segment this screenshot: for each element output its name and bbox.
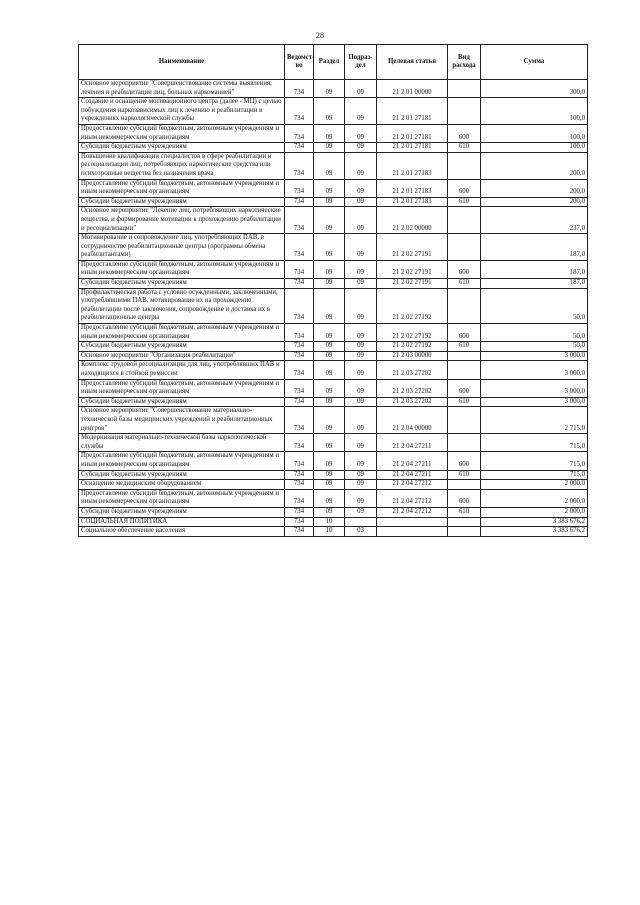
cell-sum: 3 000,0 (481, 379, 588, 397)
cell-exp-type (448, 434, 481, 452)
cell-target: 21 2 03 27202 (377, 361, 448, 379)
cell-dept: 734 (285, 207, 314, 234)
cell-exp-type: 610 (448, 397, 481, 407)
cell-name: Предоставление субсидий бюджетным, автономным учреждениям и иным некоммерческим организациям (79, 324, 285, 342)
cell-target: 21 2 04 00000 (377, 407, 448, 434)
table-row (79, 342, 588, 352)
cell-exp-type: 600 (448, 324, 481, 342)
cell-target: 21 2 01 27181 (377, 98, 448, 125)
cell-subsection: 09 (345, 279, 377, 289)
cell-dept: 734 (285, 407, 314, 434)
table-row (79, 260, 588, 278)
cell-section: 09 (314, 324, 345, 342)
cell-name: Субсидии бюджетным учреждениям (79, 143, 285, 153)
cell-section: 09 (314, 207, 345, 234)
table-row (79, 351, 588, 361)
cell-subsection: 09 (345, 288, 377, 323)
cell-sum: 715,0 (481, 434, 588, 452)
cell-section: 09 (314, 260, 345, 278)
cell-exp-type: 600 (448, 379, 481, 397)
cell-target: 21 2 02 27191 (377, 279, 448, 289)
cell-exp-type: 600 (448, 452, 481, 470)
cell-section: 09 (314, 143, 345, 153)
cell-target (377, 517, 448, 527)
cell-name: Профилактическая работа с условно осужденными, заключенными, употреблявшими ПАВ, мотивирование их на прохождение реабилитации после заключения, сопровождение и доставка их в реабилитационные центры (79, 288, 285, 323)
cell-subsection: 09 (345, 207, 377, 234)
table-row (79, 143, 588, 153)
cell-exp-type: 600 (448, 124, 481, 142)
cell-sum: 3 383 676,2 (481, 527, 588, 537)
cell-target: 21 2 02 27192 (377, 324, 448, 342)
cell-dept: 734 (285, 342, 314, 352)
cell-subsection: 09 (345, 397, 377, 407)
cell-target: 21 2 01 00000 (377, 80, 448, 98)
cell-target: 21 2 04 27211 (377, 470, 448, 480)
cell-section: 10 (314, 527, 345, 537)
cell-exp-type: 600 (448, 489, 481, 507)
cell-name: Оснащение медицинским оборудованием (79, 480, 285, 490)
cell-subsection: 09 (345, 234, 377, 261)
table-row (79, 407, 588, 434)
cell-dept: 734 (285, 351, 314, 361)
cell-target: 21 2 01 27181 (377, 143, 448, 153)
cell-exp-type: 610 (448, 197, 481, 207)
cell-target (377, 527, 448, 537)
cell-dept: 734 (285, 179, 314, 197)
table-row (79, 489, 588, 507)
cell-dept: 734 (285, 361, 314, 379)
cell-name: Предоставление субсидий бюджетным, автономным учреждениям и иным некоммерческим организациям (79, 260, 285, 278)
cell-subsection: 09 (345, 124, 377, 142)
cell-sum: 2 000,0 (481, 489, 588, 507)
cell-target: 21 2 02 00000 (377, 207, 448, 234)
table-row (79, 207, 588, 234)
cell-exp-type (448, 80, 481, 98)
table-row (79, 507, 588, 517)
table-row (79, 124, 588, 142)
table-row (79, 397, 588, 407)
budget-table (78, 44, 588, 537)
cell-dept: 734 (285, 397, 314, 407)
cell-sum: 2 000,0 (481, 507, 588, 517)
header-dept: Ведомст-во (285, 45, 314, 80)
cell-subsection: 09 (345, 260, 377, 278)
cell-sum: 3 000,0 (481, 361, 588, 379)
cell-name: Повышение квалификации специалистов в сфере реабилитации и ресоциализации лиц, потребляющих наркотические средства или психотропные вещества без назначения врача (79, 152, 285, 179)
cell-sum: 200,0 (481, 179, 588, 197)
cell-exp-type (448, 234, 481, 261)
cell-section: 10 (314, 517, 345, 527)
cell-exp-type (448, 361, 481, 379)
cell-dept: 734 (285, 480, 314, 490)
cell-name: Субсидии бюджетным учреждениям (79, 507, 285, 517)
cell-exp-type: 610 (448, 342, 481, 352)
cell-name: Социальное обеспечение населения (79, 527, 285, 537)
table-row (79, 434, 588, 452)
cell-dept: 734 (285, 489, 314, 507)
cell-subsection: 09 (345, 507, 377, 517)
header-subsection: Подраз-дел (345, 45, 377, 80)
table-row (79, 98, 588, 125)
cell-sum: 3 383 676,2 (481, 517, 588, 527)
header-section: Раздел (314, 45, 345, 80)
cell-exp-type: 610 (448, 279, 481, 289)
cell-target: 21 2 01 27181 (377, 124, 448, 142)
cell-target: 21 2 04 27211 (377, 452, 448, 470)
cell-target: 21 2 03 27202 (377, 397, 448, 407)
table-row (79, 527, 588, 537)
cell-exp-type (448, 480, 481, 490)
table-row (79, 480, 588, 490)
cell-dept: 734 (285, 507, 314, 517)
cell-name: Субсидии бюджетным учреждениям (79, 397, 285, 407)
cell-section: 09 (314, 288, 345, 323)
cell-name: Мотивирование и сопровождение лиц, употребляющих ПАВ, в сотрудничестве реабилитационные центры (программы обмена реабилитантами) (79, 234, 285, 261)
cell-name: Предоставление субсидий бюджетным, автономным учреждениям и иным некоммерческим организациям (79, 489, 285, 507)
table-row (79, 379, 588, 397)
cell-dept: 734 (285, 124, 314, 142)
cell-dept: 734 (285, 434, 314, 452)
cell-section: 09 (314, 452, 345, 470)
cell-exp-type: 610 (448, 143, 481, 153)
cell-sum: 200,0 (481, 197, 588, 207)
cell-subsection: 09 (345, 470, 377, 480)
cell-sum: 100,0 (481, 98, 588, 125)
cell-section: 09 (314, 489, 345, 507)
cell-sum: 300,0 (481, 80, 588, 98)
cell-section: 09 (314, 397, 345, 407)
cell-exp-type (448, 207, 481, 234)
cell-subsection: 09 (345, 197, 377, 207)
cell-section: 09 (314, 234, 345, 261)
table-row (79, 470, 588, 480)
cell-subsection: 09 (345, 98, 377, 125)
table-row (79, 179, 588, 197)
cell-target: 21 2 03 27202 (377, 379, 448, 397)
page-number: 28 (316, 31, 324, 40)
cell-subsection: 09 (345, 152, 377, 179)
cell-name: Субсидии бюджетным учреждениям (79, 279, 285, 289)
cell-dept: 734 (285, 279, 314, 289)
cell-exp-type (448, 407, 481, 434)
cell-name: Модернизация материально-технической базы наркологической службы (79, 434, 285, 452)
cell-dept: 734 (285, 197, 314, 207)
cell-exp-type: 610 (448, 470, 481, 480)
header-name: Наименование (79, 45, 285, 80)
cell-exp-type (448, 152, 481, 179)
cell-section: 09 (314, 98, 345, 125)
cell-subsection: 03 (345, 527, 377, 537)
cell-subsection: 09 (345, 179, 377, 197)
cell-subsection: 09 (345, 489, 377, 507)
cell-dept: 734 (285, 80, 314, 98)
cell-section: 09 (314, 470, 345, 480)
cell-dept: 734 (285, 288, 314, 323)
header-target: Целевая статья (377, 45, 448, 80)
cell-dept: 734 (285, 260, 314, 278)
cell-subsection: 09 (345, 324, 377, 342)
cell-section: 09 (314, 342, 345, 352)
cell-name: Субсидии бюджетным учреждениям (79, 470, 285, 480)
cell-sum: 200,0 (481, 152, 588, 179)
cell-dept: 734 (285, 452, 314, 470)
cell-subsection: 09 (345, 143, 377, 153)
cell-dept: 734 (285, 527, 314, 537)
cell-sum: 100,0 (481, 124, 588, 142)
cell-name: Основное мероприятие "Совершенствование системы выявления, лечения и реабилитации лиц, больных наркоманией" (79, 80, 285, 98)
cell-dept: 734 (285, 379, 314, 397)
cell-exp-type (448, 517, 481, 527)
table-row (79, 197, 588, 207)
cell-section: 09 (314, 152, 345, 179)
cell-name: Субсидии бюджетным учреждениям (79, 197, 285, 207)
cell-name: Предоставление субсидий бюджетным, автономным учреждениям и иным некоммерческим организациям (79, 379, 285, 397)
cell-dept: 734 (285, 143, 314, 153)
cell-exp-type (448, 527, 481, 537)
cell-dept: 734 (285, 234, 314, 261)
cell-subsection: 09 (345, 407, 377, 434)
cell-section: 09 (314, 279, 345, 289)
cell-section: 09 (314, 379, 345, 397)
cell-sum: 50,0 (481, 288, 588, 323)
cell-dept: 734 (285, 98, 314, 125)
cell-section: 09 (314, 361, 345, 379)
table-row (79, 452, 588, 470)
cell-section: 09 (314, 434, 345, 452)
cell-section: 09 (314, 197, 345, 207)
cell-exp-type (448, 288, 481, 323)
cell-section: 09 (314, 80, 345, 98)
cell-section: 09 (314, 407, 345, 434)
cell-target: 21 2 01 27183 (377, 179, 448, 197)
cell-sum: 715,0 (481, 470, 588, 480)
cell-section: 09 (314, 351, 345, 361)
cell-target: 21 2 04 27212 (377, 507, 448, 517)
cell-target: 21 2 02 27192 (377, 288, 448, 323)
cell-target: 21 2 01 27183 (377, 152, 448, 179)
table-row (79, 324, 588, 342)
cell-name: Комплекс трудовой ресоциализации для лиц, употреблявших ПАВ и находящихся в стойкой ремиссии (79, 361, 285, 379)
cell-target: 21 2 02 27191 (377, 234, 448, 261)
cell-sum: 2 715,0 (481, 407, 588, 434)
table-row (79, 152, 588, 179)
cell-exp-type (448, 351, 481, 361)
cell-subsection: 09 (345, 379, 377, 397)
cell-sum: 50,0 (481, 342, 588, 352)
cell-sum: 187,0 (481, 260, 588, 278)
cell-dept: 734 (285, 470, 314, 480)
cell-name: Основное мероприятие "Совершенствование материально-технической базы медицинских учреждений и реабилитационных центров" (79, 407, 285, 434)
cell-sum: 2 000,0 (481, 480, 588, 490)
cell-sum: 3 000,0 (481, 397, 588, 407)
cell-subsection: 09 (345, 342, 377, 352)
cell-target: 21 2 01 27183 (377, 197, 448, 207)
table-row (79, 80, 588, 98)
cell-name: Субсидии бюджетным учреждениям (79, 342, 285, 352)
table-row (79, 361, 588, 379)
cell-name: Создание и оснащение мотивационного центра (далее - МЦ) с целью побуждения наркозависимых лиц к лечению и реабилитации в учреждениях наркологической службы (79, 98, 285, 125)
cell-dept: 734 (285, 152, 314, 179)
cell-subsection: 09 (345, 361, 377, 379)
table-row (79, 517, 588, 527)
cell-subsection (345, 517, 377, 527)
cell-exp-type: 610 (448, 507, 481, 517)
table-row (79, 288, 588, 323)
cell-target: 21 2 04 27211 (377, 434, 448, 452)
cell-section: 09 (314, 507, 345, 517)
cell-name: Предоставление субсидий бюджетным, автономным учреждениям и иным некоммерческим организациям (79, 452, 285, 470)
cell-name: Основное мероприятие "Лечение лиц, потребляющих наркотические вещества, и формирование мотивации к прохождению реабилитации и ресоциализации" (79, 207, 285, 234)
cell-sum: 50,0 (481, 324, 588, 342)
cell-name: Предоставление субсидий бюджетным, автономным учреждениям и иным некоммерческим организациям (79, 124, 285, 142)
cell-exp-type (448, 98, 481, 125)
cell-target: 21 2 04 27212 (377, 489, 448, 507)
cell-dept: 734 (285, 324, 314, 342)
table-row (79, 234, 588, 261)
cell-sum: 187,0 (481, 234, 588, 261)
cell-subsection: 09 (345, 480, 377, 490)
cell-subsection: 09 (345, 80, 377, 98)
cell-target: 21 2 03 00000 (377, 351, 448, 361)
cell-exp-type: 600 (448, 179, 481, 197)
cell-sum: 100,0 (481, 143, 588, 153)
cell-sum: 715,0 (481, 452, 588, 470)
cell-section: 09 (314, 124, 345, 142)
header-exp-type: Вид расхода (448, 45, 481, 80)
header-row (79, 45, 588, 80)
cell-subsection: 09 (345, 452, 377, 470)
cell-subsection: 09 (345, 434, 377, 452)
header-sum: Сумма (481, 45, 588, 80)
cell-sum: 237,0 (481, 207, 588, 234)
table-row (79, 279, 588, 289)
cell-name: СОЦИАЛЬНАЯ ПОЛИТИКА (79, 517, 285, 527)
cell-target: 21 2 04 27212 (377, 480, 448, 490)
cell-subsection: 09 (345, 351, 377, 361)
cell-sum: 187,0 (481, 279, 588, 289)
cell-dept: 734 (285, 517, 314, 527)
cell-sum: 3 000,0 (481, 351, 588, 361)
cell-section: 09 (314, 480, 345, 490)
cell-exp-type: 600 (448, 260, 481, 278)
cell-section: 09 (314, 179, 345, 197)
cell-target: 21 2 02 27191 (377, 260, 448, 278)
cell-name: Основное мероприятие "Организация реабилитации" (79, 351, 285, 361)
cell-target: 21 2 02 27192 (377, 342, 448, 352)
cell-name: Предоставление субсидий бюджетным, автономным учреждениям и иным некоммерческим организациям (79, 179, 285, 197)
